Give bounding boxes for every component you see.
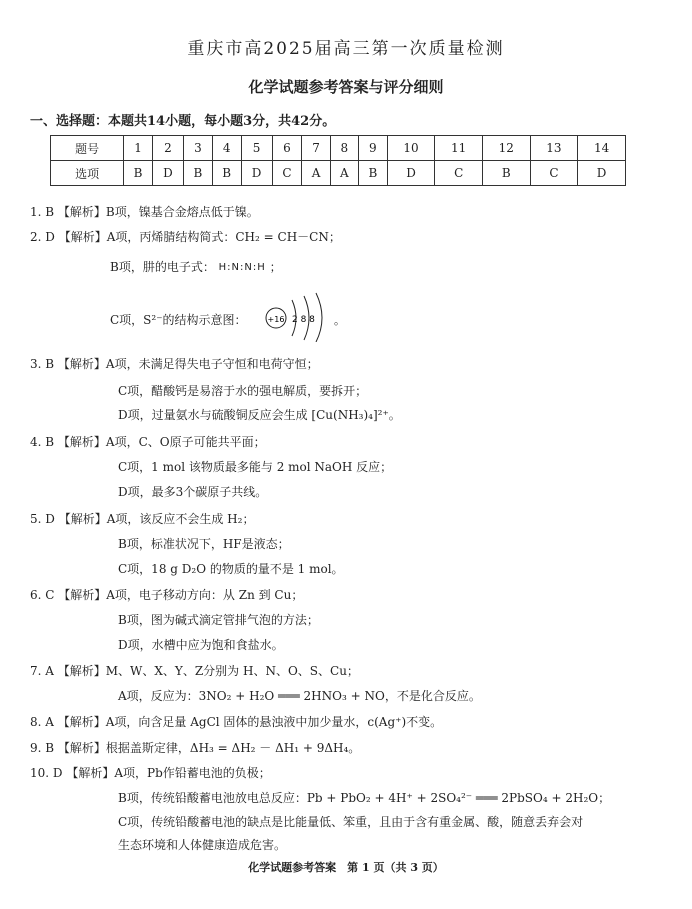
row-label: 题号 <box>51 136 124 161</box>
table-cell: 2 <box>152 136 183 161</box>
nucleus-charge: +16 <box>267 315 285 324</box>
table-cell: C <box>435 161 483 186</box>
table-cell: 8 <box>330 136 358 161</box>
answer-8: 8. A 【解析】A项，向含足量 AgCl 固体的悬浊液中加少量水，c(Ag⁺)不变。 <box>30 715 443 729</box>
table-cell: 10 <box>387 136 435 161</box>
answer-2-c-end: 。 <box>334 314 345 327</box>
table-cell: D <box>241 161 272 186</box>
answer-10-c-line1: C项，传统铅酸蓄电池的缺点是比能量低、笨重，且由于含有重金属、酸，随意丢弃会对 <box>118 815 584 829</box>
table-cell: D <box>387 161 435 186</box>
answer-7-a: A项，反应为：3NO₂ + H₂O ═══ 2HNO₃ + NO，不是化合反应。 <box>118 689 481 703</box>
answer-3-d: D项，过量氨水与硫酸铜反应会生成 [Cu(NH₃)₄]²⁺。 <box>118 408 401 422</box>
table-cell: 13 <box>530 136 578 161</box>
table-cell: 11 <box>435 136 483 161</box>
table-cell: C <box>272 161 302 186</box>
row-label: 选项 <box>51 161 124 186</box>
answer-10-b: B项，传统铅酸蓄电池放电总反应：Pb + PbO₂ + 4H⁺ + 2SO₄²⁻ ═══ 2PbSO₄ + 2H₂O； <box>118 791 611 805</box>
page-title: 重庆市高2025届高三第一次质量检测 <box>187 39 505 59</box>
table-cell: A <box>330 161 358 186</box>
table-cell: 6 <box>272 136 302 161</box>
table-cell: D <box>578 161 626 186</box>
table-cell: 12 <box>482 136 530 161</box>
answer-table <box>50 135 626 186</box>
page-footer: 化学试题参考答案 第 1 页（共 3 页） <box>248 861 444 874</box>
table-cell: B <box>184 161 213 186</box>
table-cell: 5 <box>241 136 272 161</box>
table-cell: A <box>302 161 330 186</box>
answer-3: 3. B 【解析】A项，未满足得失电子守恒和电荷守恒； <box>30 357 319 371</box>
page-subtitle: 化学试题参考答案与评分细则 <box>248 78 444 96</box>
table-cell: D <box>152 161 183 186</box>
answer-6-d: D项，水槽中应为饱和食盐水。 <box>118 638 284 652</box>
table-cell: 7 <box>302 136 330 161</box>
answer-5: 5. D 【解析】A项，该反应不会生成 H₂； <box>30 512 255 526</box>
table-row-answers <box>51 161 626 186</box>
table-row-numbers <box>51 136 626 161</box>
answer-5-c: C项，18 g D₂O 的物质的量不是 1 mol。 <box>118 562 344 576</box>
answer-4: 4. B 【解析】A项，C、O原子可能共平面； <box>30 435 266 449</box>
hydrazine-electron-formula: H:N:N:H <box>218 261 266 273</box>
answer-1: 1. B 【解析】B项，镍基合金熔点低于镍。 <box>30 205 259 219</box>
answer-2: 2. D 【解析】A项，丙烯腈结构简式：CH₂ = CH－CN； <box>30 230 341 244</box>
answer-9: 9. B 【解析】根据盖斯定律，ΔH₃ = ΔH₂ － ΔH₁ + 9ΔH₄。 <box>30 741 361 755</box>
table-cell: B <box>482 161 530 186</box>
table-cell: C <box>530 161 578 186</box>
answer-7: 7. A 【解析】M、W、X、Y、Z分别为 H、N、O、S、Cu； <box>30 664 359 678</box>
answer-10: 10. D 【解析】A项，Pb作铅蓄电池的负极； <box>30 766 271 780</box>
answer-2-b <box>110 258 282 275</box>
answer-4-c: C项，1 mol 该物质最多能与 2 mol NaOH 反应； <box>118 460 393 474</box>
table-cell: 4 <box>212 136 241 161</box>
table-cell: B <box>124 161 153 186</box>
sulfide-ion-structure-diagram <box>262 292 352 342</box>
answer-10-c-line2: 生态环境和人体健康造成危害。 <box>118 838 287 852</box>
answer-2-c <box>110 311 247 328</box>
table-cell: 1 <box>124 136 153 161</box>
answer-6-b: B项，图为碱式滴定管排气泡的方法； <box>118 613 319 627</box>
answer-2-b-text: B项，肼的电子式： <box>110 260 215 274</box>
table-cell: B <box>358 161 387 186</box>
answer-5-b: B项，标准状况下，HF是液态； <box>118 537 290 551</box>
section-heading: 一、选择题：本题共14小题，每小题3分，共42分。 <box>30 114 336 129</box>
answer-2-c-text: C项，S²⁻的结构示意图： <box>110 313 247 327</box>
table-cell: 3 <box>184 136 213 161</box>
electron-shells: 2 8 8 <box>292 315 315 325</box>
answer-2-b-end: ； <box>269 260 282 274</box>
table-cell: B <box>212 161 241 186</box>
answer-4-d: D项，最多3个碳原子共线。 <box>118 485 268 499</box>
table-cell: 9 <box>358 136 387 161</box>
answer-3-c: C项，醋酸钙是易溶于水的强电解质，要拆开； <box>118 384 368 398</box>
answer-6: 6. C 【解析】A项，电子移动方向：从 Zn 到 Cu； <box>30 588 304 602</box>
table-cell: 14 <box>578 136 626 161</box>
